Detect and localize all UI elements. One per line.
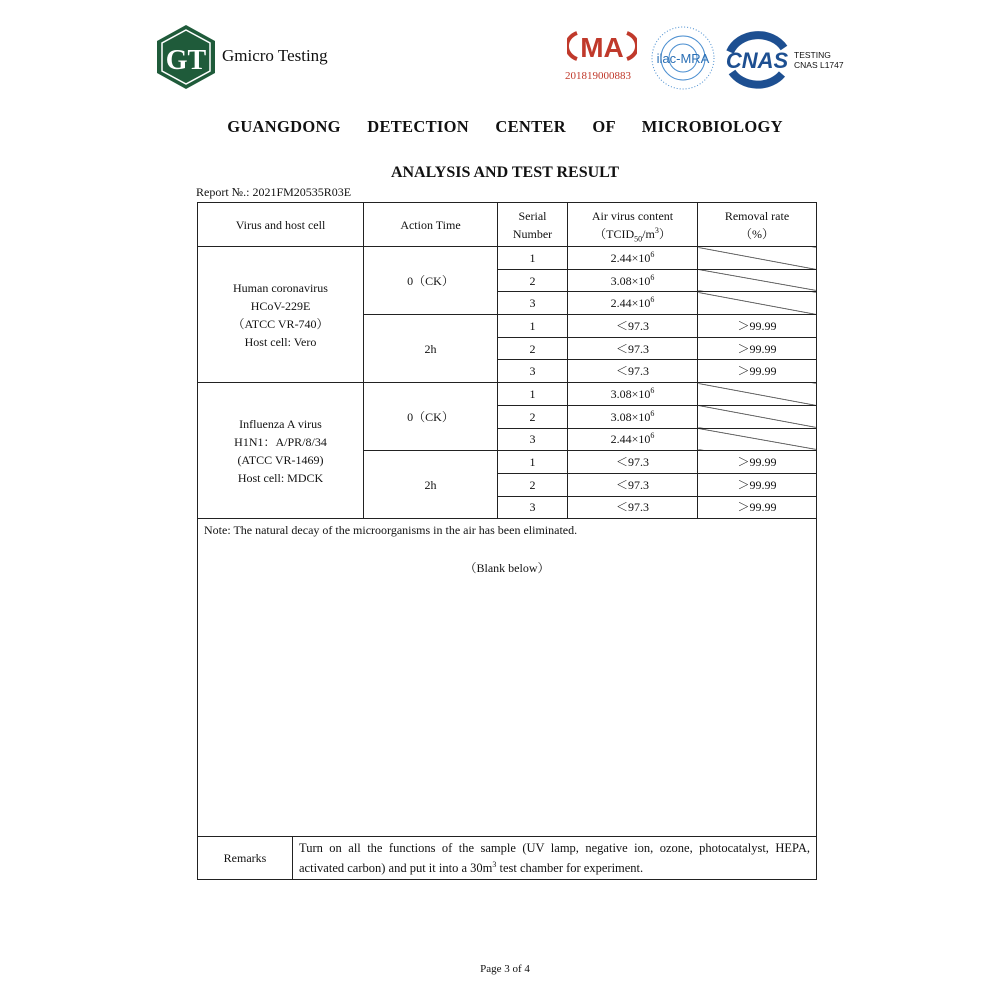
serial-number: 3	[498, 496, 568, 519]
cnas-accreditation	[794, 50, 844, 70]
virus-line: Host cell: Vero	[244, 334, 317, 349]
svg-text:ilac-MRA: ilac-MRA	[656, 51, 710, 66]
virus-line: （ATCC VR-740）	[232, 316, 329, 331]
action-time: 0（CK）	[364, 247, 498, 315]
cma-logo	[567, 30, 637, 62]
header-air-virus-content: Air virus content $(TCID_{50}/m^3)$	[568, 203, 698, 247]
virus-line: Influenza A virus	[239, 416, 322, 431]
removal-rate: ＞99.99	[698, 496, 817, 519]
serial-number: 2	[498, 269, 568, 292]
svg-text:GT: GT	[165, 45, 207, 76]
remarks-row	[198, 837, 817, 880]
cnas-logo	[722, 30, 792, 90]
svg-text:CNAS: CNAS	[725, 48, 789, 73]
serial-number: 1	[498, 247, 568, 270]
serial-number: 3	[498, 428, 568, 451]
air-virus-content: ＜97.3	[568, 473, 698, 496]
air-virus-content: $2.44\times 10^6$	[568, 292, 698, 315]
table-header-row	[198, 203, 817, 247]
air-virus-content: $2.44\times 10^6$	[568, 428, 698, 451]
serial-number: 3	[498, 292, 568, 315]
air-virus-content: ＜97.3	[568, 451, 698, 474]
note-row	[198, 519, 817, 837]
document-title: ANALYSIS AND TEST RESULT	[390, 164, 620, 181]
note-text: Note: The natural decay of the microorganisms in the air has been eliminated.	[204, 523, 578, 538]
brand-name: Gmicro Testing	[222, 46, 328, 65]
action-time: 0（CK）	[364, 383, 498, 451]
serial-number: 1	[498, 383, 568, 406]
removal-rate-empty	[698, 405, 817, 428]
removal-rate: ＞99.99	[698, 337, 817, 360]
svg-text:MA: MA	[580, 32, 624, 62]
air-virus-content: ＜97.3	[568, 315, 698, 338]
header-action-time: Action Time	[364, 203, 498, 247]
air-virus-content: ＜97.3	[568, 496, 698, 519]
remarks-cell	[198, 837, 817, 880]
blank-below: （Blank below）	[464, 561, 550, 576]
cma-number: 201819000883	[565, 70, 631, 82]
header-serial: Serial Number	[498, 203, 568, 247]
serial-number: 1	[498, 451, 568, 474]
ilac-mra-logo	[648, 25, 718, 91]
removal-rate-empty	[698, 269, 817, 292]
serial-number: 2	[498, 405, 568, 428]
removal-rate-empty	[698, 428, 817, 451]
removal-rate-empty	[698, 383, 817, 406]
air-virus-content: $2.44\times 10^6$	[568, 247, 698, 270]
virus-line: (ATCC VR-1469)	[237, 452, 324, 467]
serial-number: 2	[498, 337, 568, 360]
action-time: 2h	[364, 315, 498, 383]
virus-line: H1N1：A/PR/8/34	[234, 434, 327, 449]
removal-rate-empty	[698, 247, 817, 270]
removal-rate: ＞99.99	[698, 360, 817, 383]
removal-rate: ＞99.99	[698, 451, 817, 474]
removal-rate: ＞99.99	[698, 473, 817, 496]
report-number: Report №.: 2021FM20535R03E	[196, 185, 352, 199]
table-row	[198, 383, 817, 406]
serial-number: 1	[498, 315, 568, 338]
organization-name: GUANGDONG DETECTION CENTER OF MICROBIOLOGY	[227, 117, 783, 136]
gt-logo	[155, 24, 217, 90]
removal-rate: ＞99.99	[698, 315, 817, 338]
action-time: 2h	[364, 451, 498, 519]
air-virus-content: $3.08\times 10^6$	[568, 383, 698, 406]
virus-host-cell	[198, 383, 364, 519]
serial-number: 2	[498, 473, 568, 496]
testing-label: TESTING	[794, 50, 831, 60]
note-cell	[198, 519, 817, 837]
air-virus-content: ＜97.3	[568, 337, 698, 360]
header-removal-rate: Removal rate （%）	[698, 203, 817, 247]
virus-line: Human coronavirus	[233, 280, 328, 295]
air-virus-content: ＜97.3	[568, 360, 698, 383]
remarks-label: Remarks	[198, 837, 293, 879]
air-virus-content: $3.08\times 10^6$	[568, 269, 698, 292]
virus-line: Host cell: MDCK	[237, 470, 324, 485]
table-row	[198, 247, 817, 270]
air-virus-content: $3.08\times 10^6$	[568, 405, 698, 428]
serial-number: 3	[498, 360, 568, 383]
removal-rate-empty	[698, 292, 817, 315]
page-number: Page 3 of 4	[480, 963, 530, 975]
virus-line: HCoV-229E	[250, 298, 311, 313]
virus-host-cell	[198, 247, 364, 383]
results-table	[197, 202, 817, 880]
header-virus: Virus and host cell	[198, 203, 364, 247]
remarks-text: Turn on all the functions of the sample (UV lamp, negative ion, ozone, photocatalyst, HEPA, activated carbon) and put it into a $30m^3$ test chamber for experiment.	[299, 841, 810, 876]
cnas-number: CNAS L1747	[794, 60, 844, 70]
